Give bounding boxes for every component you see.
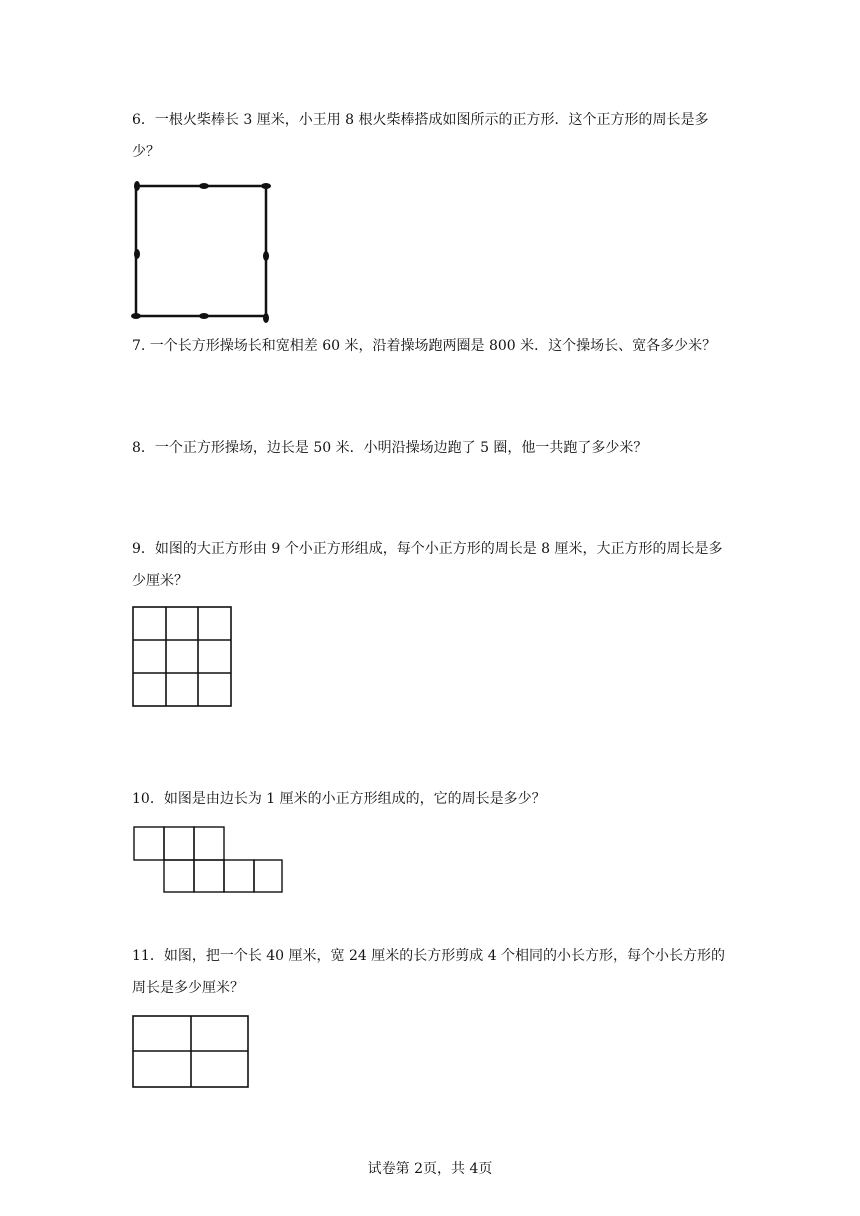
four-rectangles-figure <box>128 1012 254 1090</box>
staircase-squares-figure <box>128 824 288 896</box>
nine-square-grid-figure <box>128 603 236 709</box>
question-11: 11．如图，把一个长 40 厘米，宽 24 厘米的长方形剪成 4 个相同的小长方形，每个小长方形的周长是多少厘米？ <box>132 948 726 996</box>
question-9: 9．如图的大正方形由 9 个小正方形组成，每个小正方形的周长是 8 厘米，大正方形的周长是多少厘米？ <box>132 541 723 589</box>
question-10: 10．如图是由边长为 1 厘米的小正方形组成的，它的周长是多少？ <box>132 791 546 807</box>
page-footer: 试卷第 2页，共 4页 <box>367 1161 493 1177</box>
question-6: 6．一根火柴棒长 3 厘米，小王用 8 根火柴棒搭成如图所示的正方形．这个正方形的周长是多少？ <box>132 112 709 160</box>
matchstick-square-figure <box>128 178 278 324</box>
question-7: 7. 一个长方形操场长和宽相差 60 米，沿着操场跑两圈是 800 米．这个操场长、宽各多少米？ <box>132 338 717 354</box>
question-8: 8．一个正方形操场，边长是 50 米．小明沿操场边跑了 5 圈，他一共跑了多少米？ <box>132 440 648 456</box>
